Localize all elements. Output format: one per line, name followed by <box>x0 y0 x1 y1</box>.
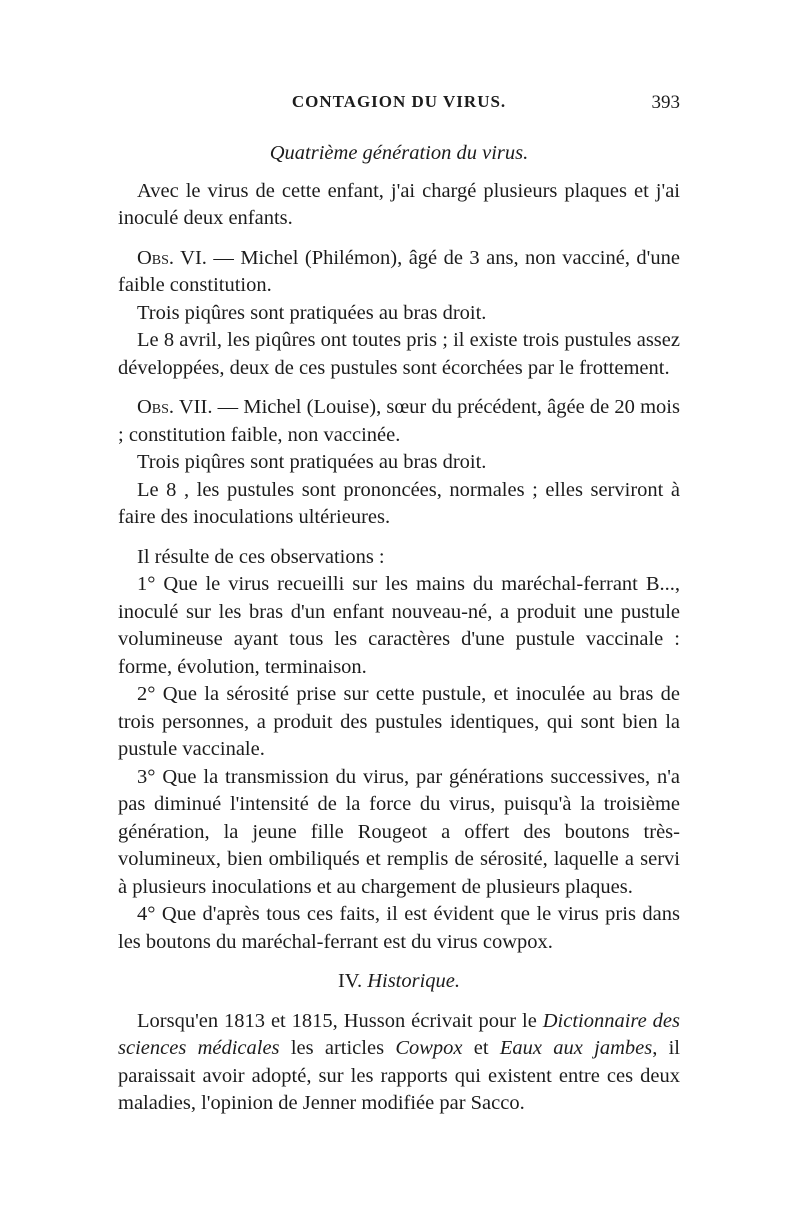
section-heading <box>118 968 680 996</box>
page-header <box>118 92 680 118</box>
conclusion-item: 2° Que la sérosité prise sur cette pustule, et inoculée au bras de trois personnes, a produit des pustules identiques, qui sont bien la pustule vaccinale. <box>118 683 680 760</box>
body-text <box>118 140 680 1118</box>
conclusion-item: 3° Que la transmission du virus, par générations successives, n'a pas diminué l'intensité de la force du virus, puisqu'à la troisième génération, la jeune fille Rougeot a offert des boutons très-volumineux, bien ombiliqués et remplis de sérosité, laquelle a servi à plusieurs inoculations et au chargement de plusieurs plaques. <box>118 765 680 898</box>
observation-6-paragraph: Le 8 avril, les piqûres ont toutes pris ; il existe trois pustules assez développées, deux de ces pustules sont écorchées par le frottement. <box>118 329 680 379</box>
text-run: , il paraissait avoir adopté, sur les rapports qui existent entre ces deux maladies, l'opinion de Jenner modifiée par Sacco. <box>118 1037 681 1114</box>
section-number: IV. <box>337 970 363 992</box>
observation-label: Obs. VII. <box>137 396 213 418</box>
intro-paragraph: Avec le virus de cette enfant, j'ai chargé plusieurs plaques et j'ai inoculé deux enfants. <box>118 179 680 229</box>
observation-6 <box>118 245 680 300</box>
italic-title: Eaux aux jambes <box>499 1037 653 1059</box>
subheading: Quatrième génération du virus. <box>269 142 529 164</box>
observation-7-paragraph: Trois piqûres sont pratiquées au bras droit. <box>137 451 487 473</box>
text-run: Lorsqu'en 1813 et 1815, Husson écrivait pour le <box>137 1009 543 1032</box>
page-number: 393 <box>651 92 680 113</box>
text-run: et <box>462 1037 500 1059</box>
observation-label: Obs. VI. <box>137 246 207 269</box>
observation-text: — Michel (Philémon), âgé de 3 ans, non vacciné, d'une faible constitution. <box>118 246 680 296</box>
observation-text: — Michel (Louise), sœur du précédent, âgée de 20 mois ; constitution faible, non vaccinée. <box>118 396 680 446</box>
observation-7 <box>118 394 680 449</box>
conclusions-intro: Il résulte de ces observations : <box>137 545 385 568</box>
observation-7-paragraph: Le 8 , les pustules sont prononcées, normales ; elles serviront à faire des inoculations ultérieures. <box>118 478 680 528</box>
text-run: les articles <box>279 1037 396 1059</box>
observation-6-paragraph: Trois piqûres sont pratiquées au bras droit. <box>137 301 487 324</box>
section-title: Historique. <box>367 970 461 992</box>
italic-title: Dictionnaire des sciences médicales <box>118 1009 680 1059</box>
running-title: CONTAGION DU VIRUS. <box>291 92 507 111</box>
italic-title: Cowpox <box>395 1037 463 1059</box>
conclusion-item: 4° Que d'après tous ces faits, il est évident que le virus pris dans les boutons du maréchal-ferrant est du virus cowpox. <box>118 903 680 953</box>
final-paragraph <box>118 1008 680 1118</box>
conclusion-item: 1° Que le virus recueilli sur les mains du maréchal-ferrant B..., inoculé sur les bras d'un enfant nouveau-né, a produit une pustule volumineuse ayant tous les caractères d'une pustule vaccinale : forme, évolution, terminaison. <box>118 573 680 678</box>
